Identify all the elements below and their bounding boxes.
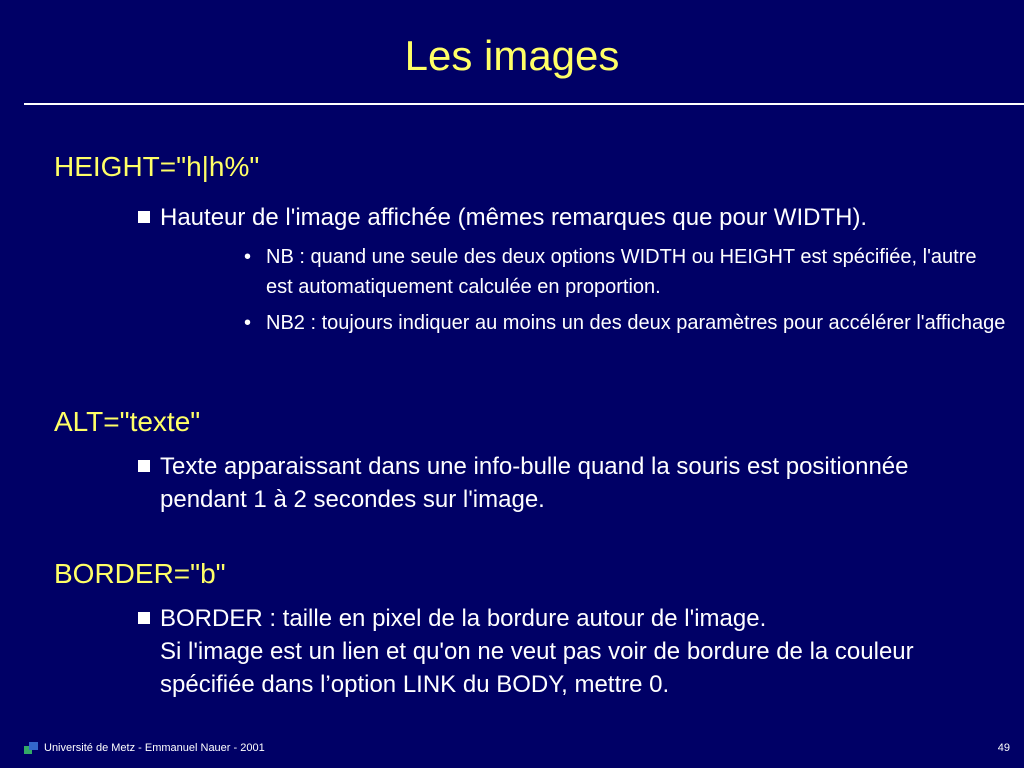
slide-title: Les images	[404, 32, 620, 79]
sub-bullet-text: NB2 : toujours indiquer au moins un des deux paramètres pour accélérer l'affichage	[266, 312, 1006, 334]
bullet-item	[138, 201, 1020, 234]
square-bullet-icon	[138, 460, 150, 472]
bullet-text-line: Si l'image est un lien et qu'on ne veut pas voir de bordure de la couleur spécifiée dans l’option LINK du BODY, mettre 0.	[160, 638, 914, 698]
square-bullet-icon	[138, 612, 150, 624]
page-number: 49	[997, 742, 1010, 754]
university-logo-icon	[24, 742, 38, 754]
footer-text: Université de Metz - Emmanuel Nauer - 2001	[44, 742, 265, 754]
section-heading: BORDER="b"	[54, 558, 226, 589]
bullet-text: Texte apparaissant dans une info-bulle quand la souris est positionnée pendant 1 à 2 secondes sur l'image.	[160, 453, 909, 513]
square-bullet-icon	[138, 211, 150, 223]
section-heading: ALT="texte"	[54, 406, 201, 437]
sub-bullet-item	[244, 308, 1006, 338]
dot-bullet-icon: •	[244, 246, 252, 268]
bullet-item	[138, 602, 980, 701]
sub-bullet-item	[244, 242, 1006, 302]
sub-bullet-text: NB : quand une seule des deux options WIDTH ou HEIGHT est spécifiée, l'autre est automatiquement calculée en proportion.	[266, 246, 977, 298]
section-border	[54, 557, 1014, 701]
section-heading: HEIGHT="h|h%"	[54, 151, 260, 182]
section-height	[54, 150, 1014, 338]
bullet-text-line: BORDER : taille en pixel de la bordure autour de l'image.	[160, 605, 767, 632]
dot-bullet-icon: •	[244, 312, 252, 334]
section-alt	[54, 405, 1014, 516]
bullet-text: Hauteur de l'image affichée (mêmes remarques que pour WIDTH).	[160, 204, 868, 231]
footer	[24, 740, 265, 756]
bullet-item	[138, 450, 940, 516]
